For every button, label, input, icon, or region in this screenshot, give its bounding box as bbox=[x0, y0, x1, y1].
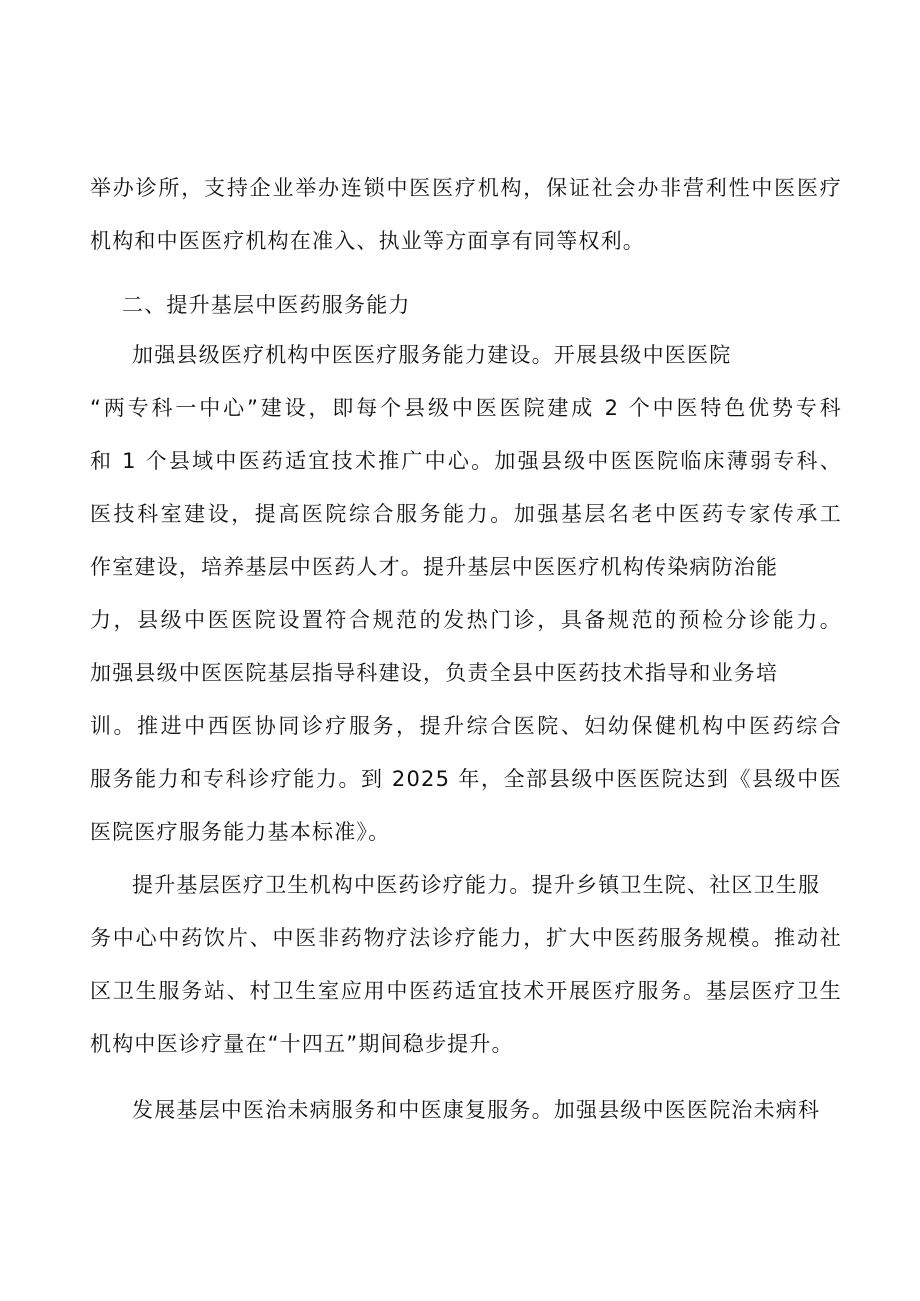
paragraph-3-line-4: 机构中医诊疗量在“十四五”期间稳步提升。 bbox=[90, 1032, 514, 1056]
paragraph-2-line-6: 力，县级中医医院设置符合规范的发热门诊，具备规范的预检分诊能力。 bbox=[90, 608, 842, 632]
section-heading: 二、提升基层中医药服务能力 bbox=[122, 293, 411, 317]
paragraph-2-line-9: 服务能力和专科诊疗能力。到 2025 年，全部县级中医医院达到《县级中医 bbox=[90, 767, 842, 791]
paragraph-2-line-10: 医院医疗服务能力基本标准》。 bbox=[90, 820, 391, 844]
paragraph-3-line-2: 务中心中药饮片、中医非药物疗法诊疗能力，扩大中医药服务规模。推动社 bbox=[90, 926, 842, 950]
paragraph-2-line-2: “两专科一中心”建设，即每个县级中医医院建成 2 个中医特色优势专科 bbox=[90, 396, 842, 420]
paragraph-1-line-2: 机构和中医医疗机构在准入、执业等方面享有同等权利。 bbox=[90, 229, 645, 253]
paragraph-2-line-3: 和 1 个县域中医药适宜技术推广中心。加强县级中医医院临床薄弱专科、 bbox=[90, 449, 842, 473]
paragraph-4-line-1: 发展基层中医治未病服务和中医康复服务。加强县级中医医院治未病科 bbox=[132, 1098, 821, 1122]
paragraph-2-line-8: 训。推进中西医协同诊疗服务，提升综合医院、妇幼保健机构中医药综合 bbox=[90, 714, 842, 738]
paragraph-3-line-1: 提升基层医疗卫生机构中医药诊疗能力。提升乡镇卫生院、社区卫生服 bbox=[132, 873, 821, 897]
paragraph-3-line-3: 区卫生服务站、村卫生室应用中医药适宜技术开展医疗服务。基层医疗卫生 bbox=[90, 979, 842, 1003]
paragraph-2-line-1: 加强县级医疗机构中医医疗服务能力建设。开展县级中医医院 bbox=[132, 343, 732, 367]
paragraph-2-line-7: 加强县级中医医院基层指导科建设，负责全县中医药技术指导和业务培 bbox=[90, 661, 779, 685]
paragraph-1-line-1: 举办诊所，支持企业举办连锁中医医疗机构，保证社会办非营利性中医医疗 bbox=[90, 176, 842, 200]
paragraph-2-line-4: 医技科室建设，提高医院综合服务能力。加强基层名老中医药专家传承工 bbox=[90, 502, 842, 526]
paragraph-2-line-5: 作室建设，培养基层中医药人才。提升基层中医医疗机构传染病防治能 bbox=[90, 555, 779, 579]
